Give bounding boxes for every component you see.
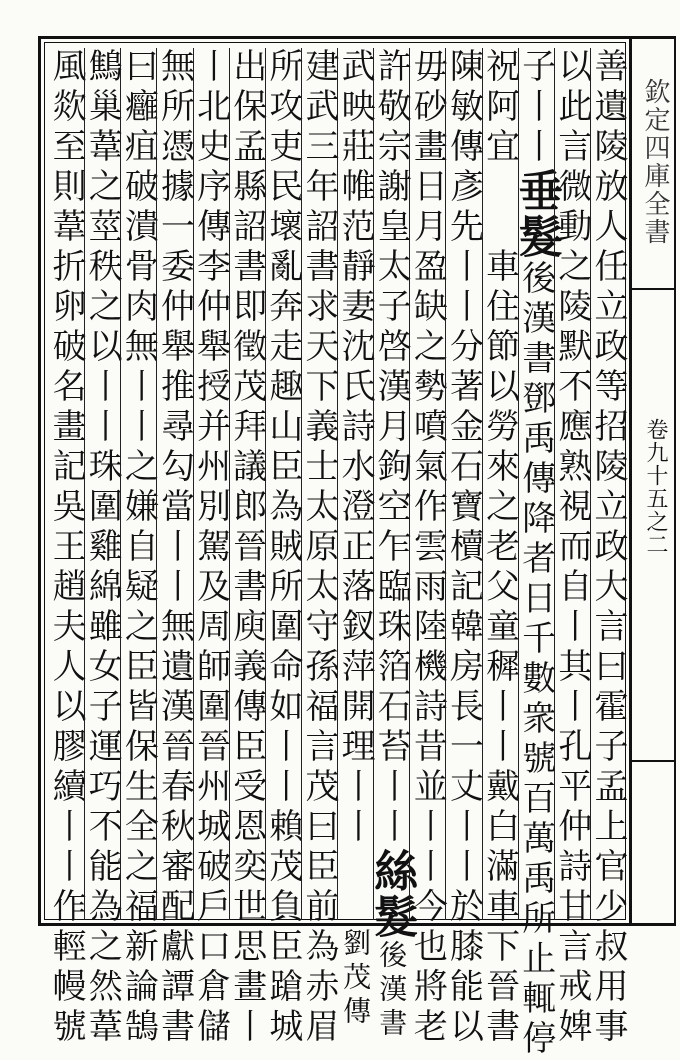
text-column — [588, 48, 628, 1048]
text-column — [366, 48, 418, 1042]
column-text: 車住節以勞來之老父童穉丨丨戴白滿車下晉書 — [479, 248, 520, 1048]
column-text: 武映莊帷范靜妻沈氏詩水澄正落釵萍開理丨丨 — [335, 48, 376, 848]
text-column — [46, 48, 87, 1048]
column-text: 許敬宗謝皇太子啓漢月鉤空乍臨珠箔石苔丨丨 — [371, 48, 412, 848]
small-text: 後漢書 — [375, 940, 409, 1042]
volume-number: 卷九十五之二 — [643, 418, 668, 556]
column-text: 善遺陵放人任立政等招陵立政大言曰霍子孟上官少叔用事 — [588, 48, 628, 1048]
column-text: 子丨丨 — [515, 48, 556, 168]
text-column — [510, 48, 562, 1060]
column-text: 祝阿宜 — [479, 48, 520, 168]
column-text: 以此言微動之陵默不應熟視而自丨其丨孔平仲詩甘言戒婢 — [551, 48, 592, 1048]
headword: 絲髮 — [366, 848, 418, 940]
column-text: 丨北史序傳李仲舉授并州別駕及周師圍晉州城破戶口倉儲 — [190, 48, 231, 1048]
column-text: 建武三年詔書求天下義士太原太守孫福言茂曰臣前為赤眉 — [299, 48, 339, 1048]
column-text: 鷦巢葦之莖秩之以丨丨珠圍雞綿雖女子運巧不能為之然葦 — [82, 48, 123, 1048]
column-text: 所攻吏民壞亂奔走趣山臣為賊所圍命如丨丨賴茂負臣蹌城 — [262, 48, 303, 1048]
text-column — [118, 48, 159, 1048]
column-rule — [409, 48, 410, 920]
column-text: 陳敏傳彥先丨丨分著金石寶櫝記韓房長一丈丨丨於膝能以 — [443, 48, 484, 1048]
small-text: 劉茂傳 — [339, 928, 373, 1030]
text-column — [226, 48, 267, 1048]
margin-divider-top — [632, 288, 676, 290]
column-rule — [590, 48, 591, 920]
text-column — [335, 48, 376, 1030]
text-column — [154, 48, 195, 1048]
text-column — [479, 48, 520, 1048]
column-rule — [156, 48, 157, 920]
column-text: 後漢書鄧禹傳降者日千數衆號百萬禹所止輒停 — [515, 260, 556, 1060]
column-rule — [193, 48, 194, 920]
column-text: 毋砂畫日月盈缺之勢噴氣作雲雨陸機詩昔並丨丨今也將老 — [407, 48, 448, 1048]
column-text: 風欻至則葦折卵破名畫記吳王趙夫人以膠續丨丨作輕幔號 — [46, 48, 87, 1048]
column-text — [335, 848, 375, 928]
headword: 垂髮 — [510, 168, 562, 260]
text-column — [443, 48, 484, 1048]
column-rule — [229, 48, 230, 920]
column-rule — [265, 48, 266, 920]
column-rule — [554, 48, 555, 920]
column-rule — [482, 48, 483, 920]
text-column — [299, 48, 339, 1048]
column-rule — [337, 48, 338, 920]
column-rule — [518, 48, 519, 920]
column-text: 曰癰疽破潰骨肉無丨丨之嫌自疑之臣皆保生全之福新論鵠 — [118, 48, 159, 1048]
text-column — [190, 48, 231, 1048]
column-rule — [373, 48, 374, 920]
column-text — [480, 168, 520, 248]
text-column — [407, 48, 448, 1048]
book-title: 欽定四庫全書 — [640, 78, 670, 246]
text-column — [262, 48, 303, 1048]
column-rule — [445, 48, 446, 920]
text-column — [82, 48, 123, 1048]
column-rule — [120, 48, 121, 920]
margin-divider-bottom — [632, 760, 676, 762]
column-text: 無所憑據一委仲舉推尋勾當丨丨無遺漢晉春秋審配獻譚書 — [154, 48, 195, 1048]
column-text: 出保孟縣詔書即徵茂拜議郎晉書庾義傳臣受恩奕世思畫丨 — [226, 48, 267, 1048]
column-rule — [301, 48, 302, 920]
column-rule — [84, 48, 85, 920]
